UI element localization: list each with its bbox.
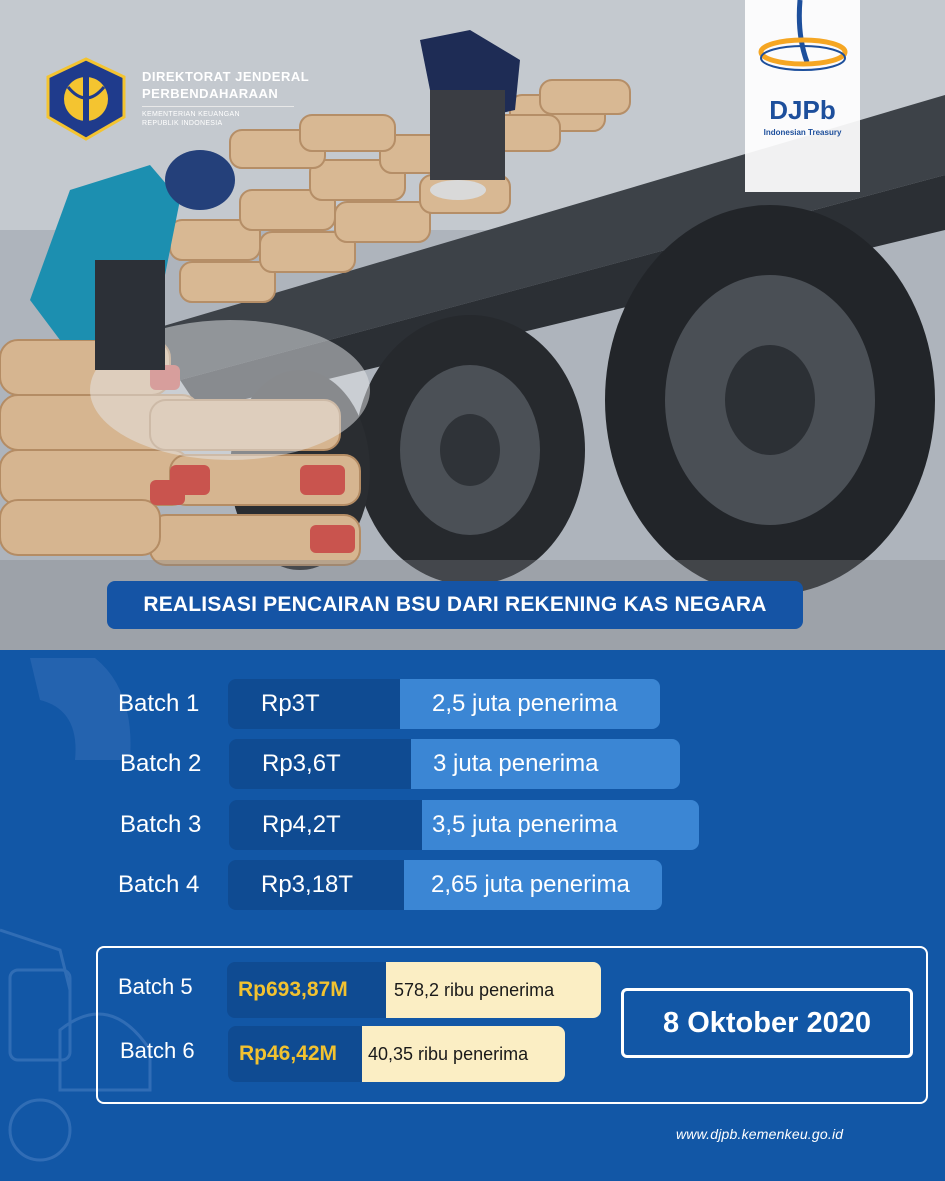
djpb-logo (745, 0, 860, 192)
kemenkeu-emblem-icon (44, 57, 128, 141)
batch-label: Batch 3 (120, 811, 202, 838)
batch-amount-highlight: Rp46,42M (228, 1026, 362, 1082)
org-brand (142, 68, 309, 128)
batch-label: Batch 4 (118, 871, 200, 898)
batch-recipients-highlight: 578,2 ribu penerima (386, 962, 601, 1018)
batch-recipients: 2,65 juta penerima (404, 860, 662, 910)
batch-label: Batch 1 (118, 690, 200, 717)
djpb-logo-subtitle: Indonesian Treasury (763, 128, 842, 137)
website-link[interactable]: www.djpb.kemenkeu.go.id (676, 1126, 844, 1142)
brand-divider (142, 106, 294, 107)
batch-label: Batch 6 (120, 1038, 195, 1063)
djpb-swoosh-icon (745, 0, 860, 95)
batch-recipients-highlight: 40,35 ribu penerima (362, 1026, 565, 1082)
batch-amount-highlight: Rp693,87M (227, 962, 386, 1018)
org-name-line2: PERBENDAHARAAN (142, 86, 279, 101)
ministry-line2: REPUBLIK INDONESIA (142, 120, 223, 127)
batch-label: Batch 5 (118, 974, 193, 999)
batch-recipients: 3,5 juta penerima (422, 800, 699, 850)
batch-amount: Rp3,6T (229, 739, 411, 789)
date-label: 8 Oktober 2020 (621, 988, 913, 1058)
page-title: REALISASI PENCAIRAN BSU DARI REKENING KAS NEGARA (107, 581, 803, 629)
batch-label: Batch 2 (120, 750, 202, 777)
org-name-line1: DIREKTORAT JENDERAL (142, 69, 310, 84)
batch-amount: Rp4,2T (229, 800, 422, 850)
djpb-logo-text: DJPb (769, 95, 836, 125)
batch-amount: Rp3T (228, 679, 400, 729)
ministry-line1: KEMENTERIAN KEUANGAN (142, 111, 240, 118)
batch-recipients: 2,5 juta penerima (400, 679, 660, 729)
batch-amount: Rp3,18T (228, 860, 404, 910)
batch-recipients: 3 juta penerima (411, 739, 680, 789)
